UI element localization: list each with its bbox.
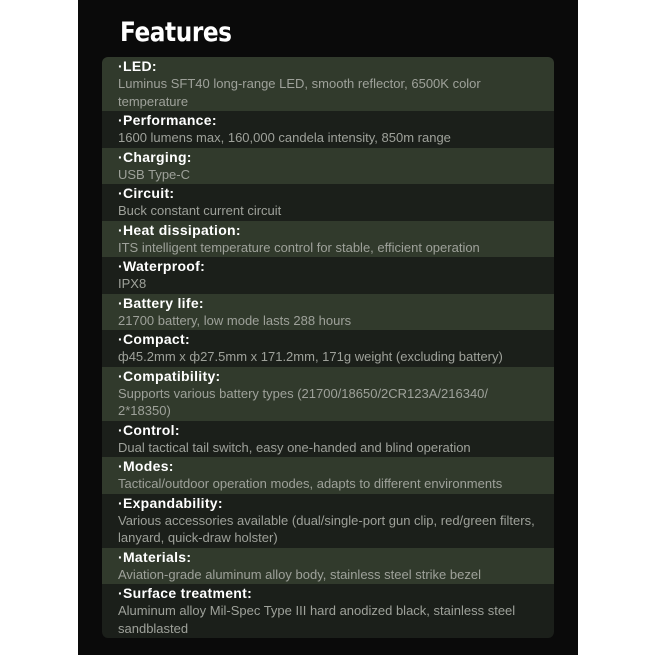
feature-description: 1600 lumens max, 160,000 candela intensity, 850m range — [118, 130, 451, 145]
feature-performance — [102, 111, 554, 148]
feature-materials — [102, 548, 554, 585]
feature-battery-life — [102, 294, 554, 331]
feature-description: Supports various battery types (21700/18650/2CR123A/216340/ 2*18350) — [118, 385, 489, 418]
feature-control — [102, 421, 554, 458]
feature-name: ·Circuit: — [118, 185, 175, 201]
feature-description: Buck constant current circuit — [118, 203, 282, 218]
feature-description: USB Type-C — [118, 166, 191, 182]
feature-description: ITS intelligent temperature control for stable, efficient operation — [118, 239, 480, 255]
features-list — [102, 57, 554, 638]
feature-description: IPX8 — [118, 276, 147, 291]
feature-name: ·Modes: — [118, 458, 174, 474]
feature-description: Dual tactical tail switch, easy one-handed and blind operation — [118, 439, 471, 455]
feature-heat-dissipation — [102, 221, 554, 258]
feature-description: Luminus SFT40 long-range LED, smooth reflector, 6500K color temperature — [118, 76, 481, 109]
feature-description: 21700 battery, low mode lasts 288 hours — [118, 312, 352, 328]
feature-description: Tactical/outdoor operation modes, adapts to different environments — [118, 476, 503, 491]
feature-name: ·Performance: — [118, 112, 217, 128]
feature-modes — [102, 457, 554, 494]
feature-name: ·Waterproof: — [118, 258, 206, 274]
feature-name: ·Expandability: — [118, 494, 223, 511]
feature-compatibility — [102, 367, 554, 421]
feature-name: ·Control: — [118, 421, 180, 438]
feature-name: ·Charging: — [118, 148, 192, 165]
feature-expandability — [102, 494, 554, 548]
feature-description: ф45.2mm x ф27.5mm x 171.2mm, 171g weight (excluding battery) — [118, 349, 503, 364]
feature-waterproof — [102, 257, 554, 294]
feature-name: ·Compact: — [118, 331, 190, 347]
feature-name: ·Compatibility: — [118, 367, 221, 384]
feature-description: Various accessories available (dual/single-port gun clip, red/green filters, lanyard, quick-draw holster) — [118, 512, 535, 545]
feature-name: ·Surface treatment: — [118, 585, 253, 601]
feature-compact — [102, 330, 554, 367]
feature-name: ·Battery life: — [118, 294, 204, 311]
feature-name: ·Materials: — [118, 548, 192, 565]
feature-circuit — [102, 184, 554, 221]
feature-charging — [102, 148, 554, 185]
feature-surface-treatment — [102, 584, 554, 638]
feature-name: ·Heat dissipation: — [118, 221, 241, 238]
feature-description: Aluminum alloy Mil-Spec Type III hard anodized black, stainless steel sandblasted — [118, 603, 516, 636]
feature-name: ·LED: — [118, 58, 157, 74]
page-title: Features — [120, 17, 232, 48]
feature-led — [102, 57, 554, 111]
feature-description: Aviation-grade aluminum alloy body, stainless steel strike bezel — [118, 566, 481, 582]
